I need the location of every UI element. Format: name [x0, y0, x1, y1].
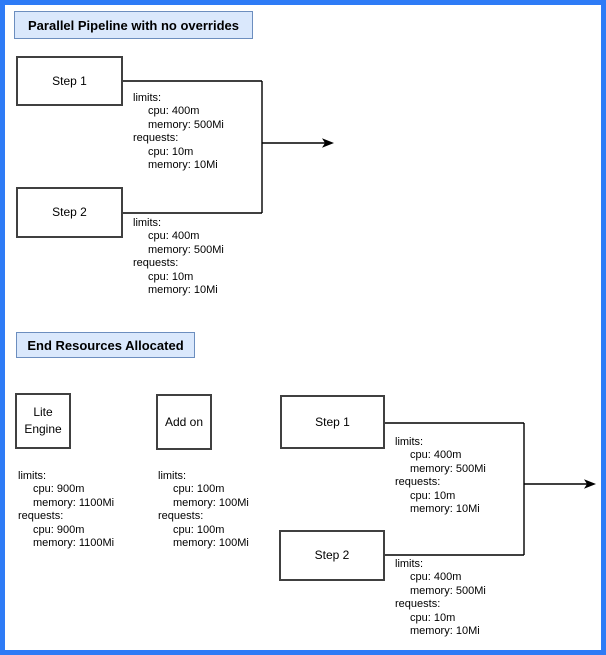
- resource-line: cpu: 100m: [173, 523, 225, 536]
- resource-line: requests:: [18, 510, 64, 523]
- resource-line: cpu: 900m: [33, 523, 85, 536]
- lite-engine-node[interactable]: [15, 393, 71, 449]
- resource-line: memory: 10Mi: [410, 625, 480, 638]
- resource-line: cpu: 400m: [410, 449, 462, 462]
- resource-line: memory: 500Mi: [410, 584, 486, 597]
- pipeline-step1-label: Step 1: [52, 73, 87, 88]
- resource-line: requests:: [395, 598, 441, 611]
- resource-line: limits:: [395, 436, 424, 448]
- resource-line: cpu: 10m: [410, 489, 456, 502]
- lite-engine-resources: [18, 470, 114, 550]
- resource-line: cpu: 10m: [410, 611, 456, 624]
- lite-engine-label: Lite Engine: [24, 405, 62, 436]
- resource-line: requests:: [395, 476, 441, 489]
- resource-line: cpu: 900m: [33, 483, 85, 496]
- pipeline-step1-node[interactable]: [16, 56, 123, 106]
- resource-line: memory: 10Mi: [148, 284, 218, 297]
- resource-line: memory: 1100Mi: [33, 537, 115, 550]
- end-section-title: End Resources Allocated: [16, 332, 195, 358]
- pipeline-section-title: Parallel Pipeline with no overrides: [14, 11, 253, 39]
- resource-line: requests:: [158, 510, 204, 523]
- resource-line: limits:: [395, 558, 424, 570]
- resource-line: cpu: 400m: [148, 230, 200, 243]
- end-step1-node[interactable]: [280, 395, 385, 449]
- resource-line: memory: 100Mi: [173, 537, 249, 550]
- resource-line: memory: 10Mi: [410, 503, 480, 516]
- resource-line: cpu: 400m: [410, 571, 462, 584]
- resource-line: requests:: [133, 132, 179, 145]
- resource-line: limits:: [133, 217, 162, 229]
- end-step2-resources: [395, 558, 486, 638]
- pipeline-step2-resources: [133, 217, 224, 297]
- resource-line: memory: 10Mi: [148, 159, 218, 172]
- resource-line: cpu: 400m: [148, 105, 200, 118]
- resource-line: cpu: 100m: [173, 483, 225, 496]
- end-step2-node[interactable]: [279, 530, 385, 581]
- end-step1-resources: [395, 436, 486, 516]
- resource-line: limits:: [18, 470, 47, 482]
- resource-line: memory: 500Mi: [410, 462, 486, 475]
- resource-line: requests:: [133, 257, 179, 270]
- resource-line: cpu: 10m: [148, 270, 194, 283]
- resource-line: memory: 1100Mi: [33, 496, 115, 509]
- resource-line: limits:: [158, 470, 187, 482]
- add-on-node[interactable]: [156, 394, 212, 450]
- resource-line: memory: 100Mi: [173, 496, 249, 509]
- pipeline-step1-resources: [133, 92, 224, 172]
- end-step1-label: Step 1: [315, 414, 350, 429]
- add-on-label: Add on: [164, 414, 204, 429]
- resource-line: memory: 500Mi: [148, 243, 224, 256]
- resource-line: cpu: 10m: [148, 145, 194, 158]
- resource-line: memory: 500Mi: [148, 118, 224, 131]
- pipeline-step2-label: Step 2: [52, 205, 87, 219]
- pipeline-step2-node[interactable]: [16, 187, 123, 238]
- resource-line: limits:: [133, 92, 162, 104]
- add-on-resources: [158, 470, 249, 550]
- end-step2-label: Step 2: [314, 548, 350, 562]
